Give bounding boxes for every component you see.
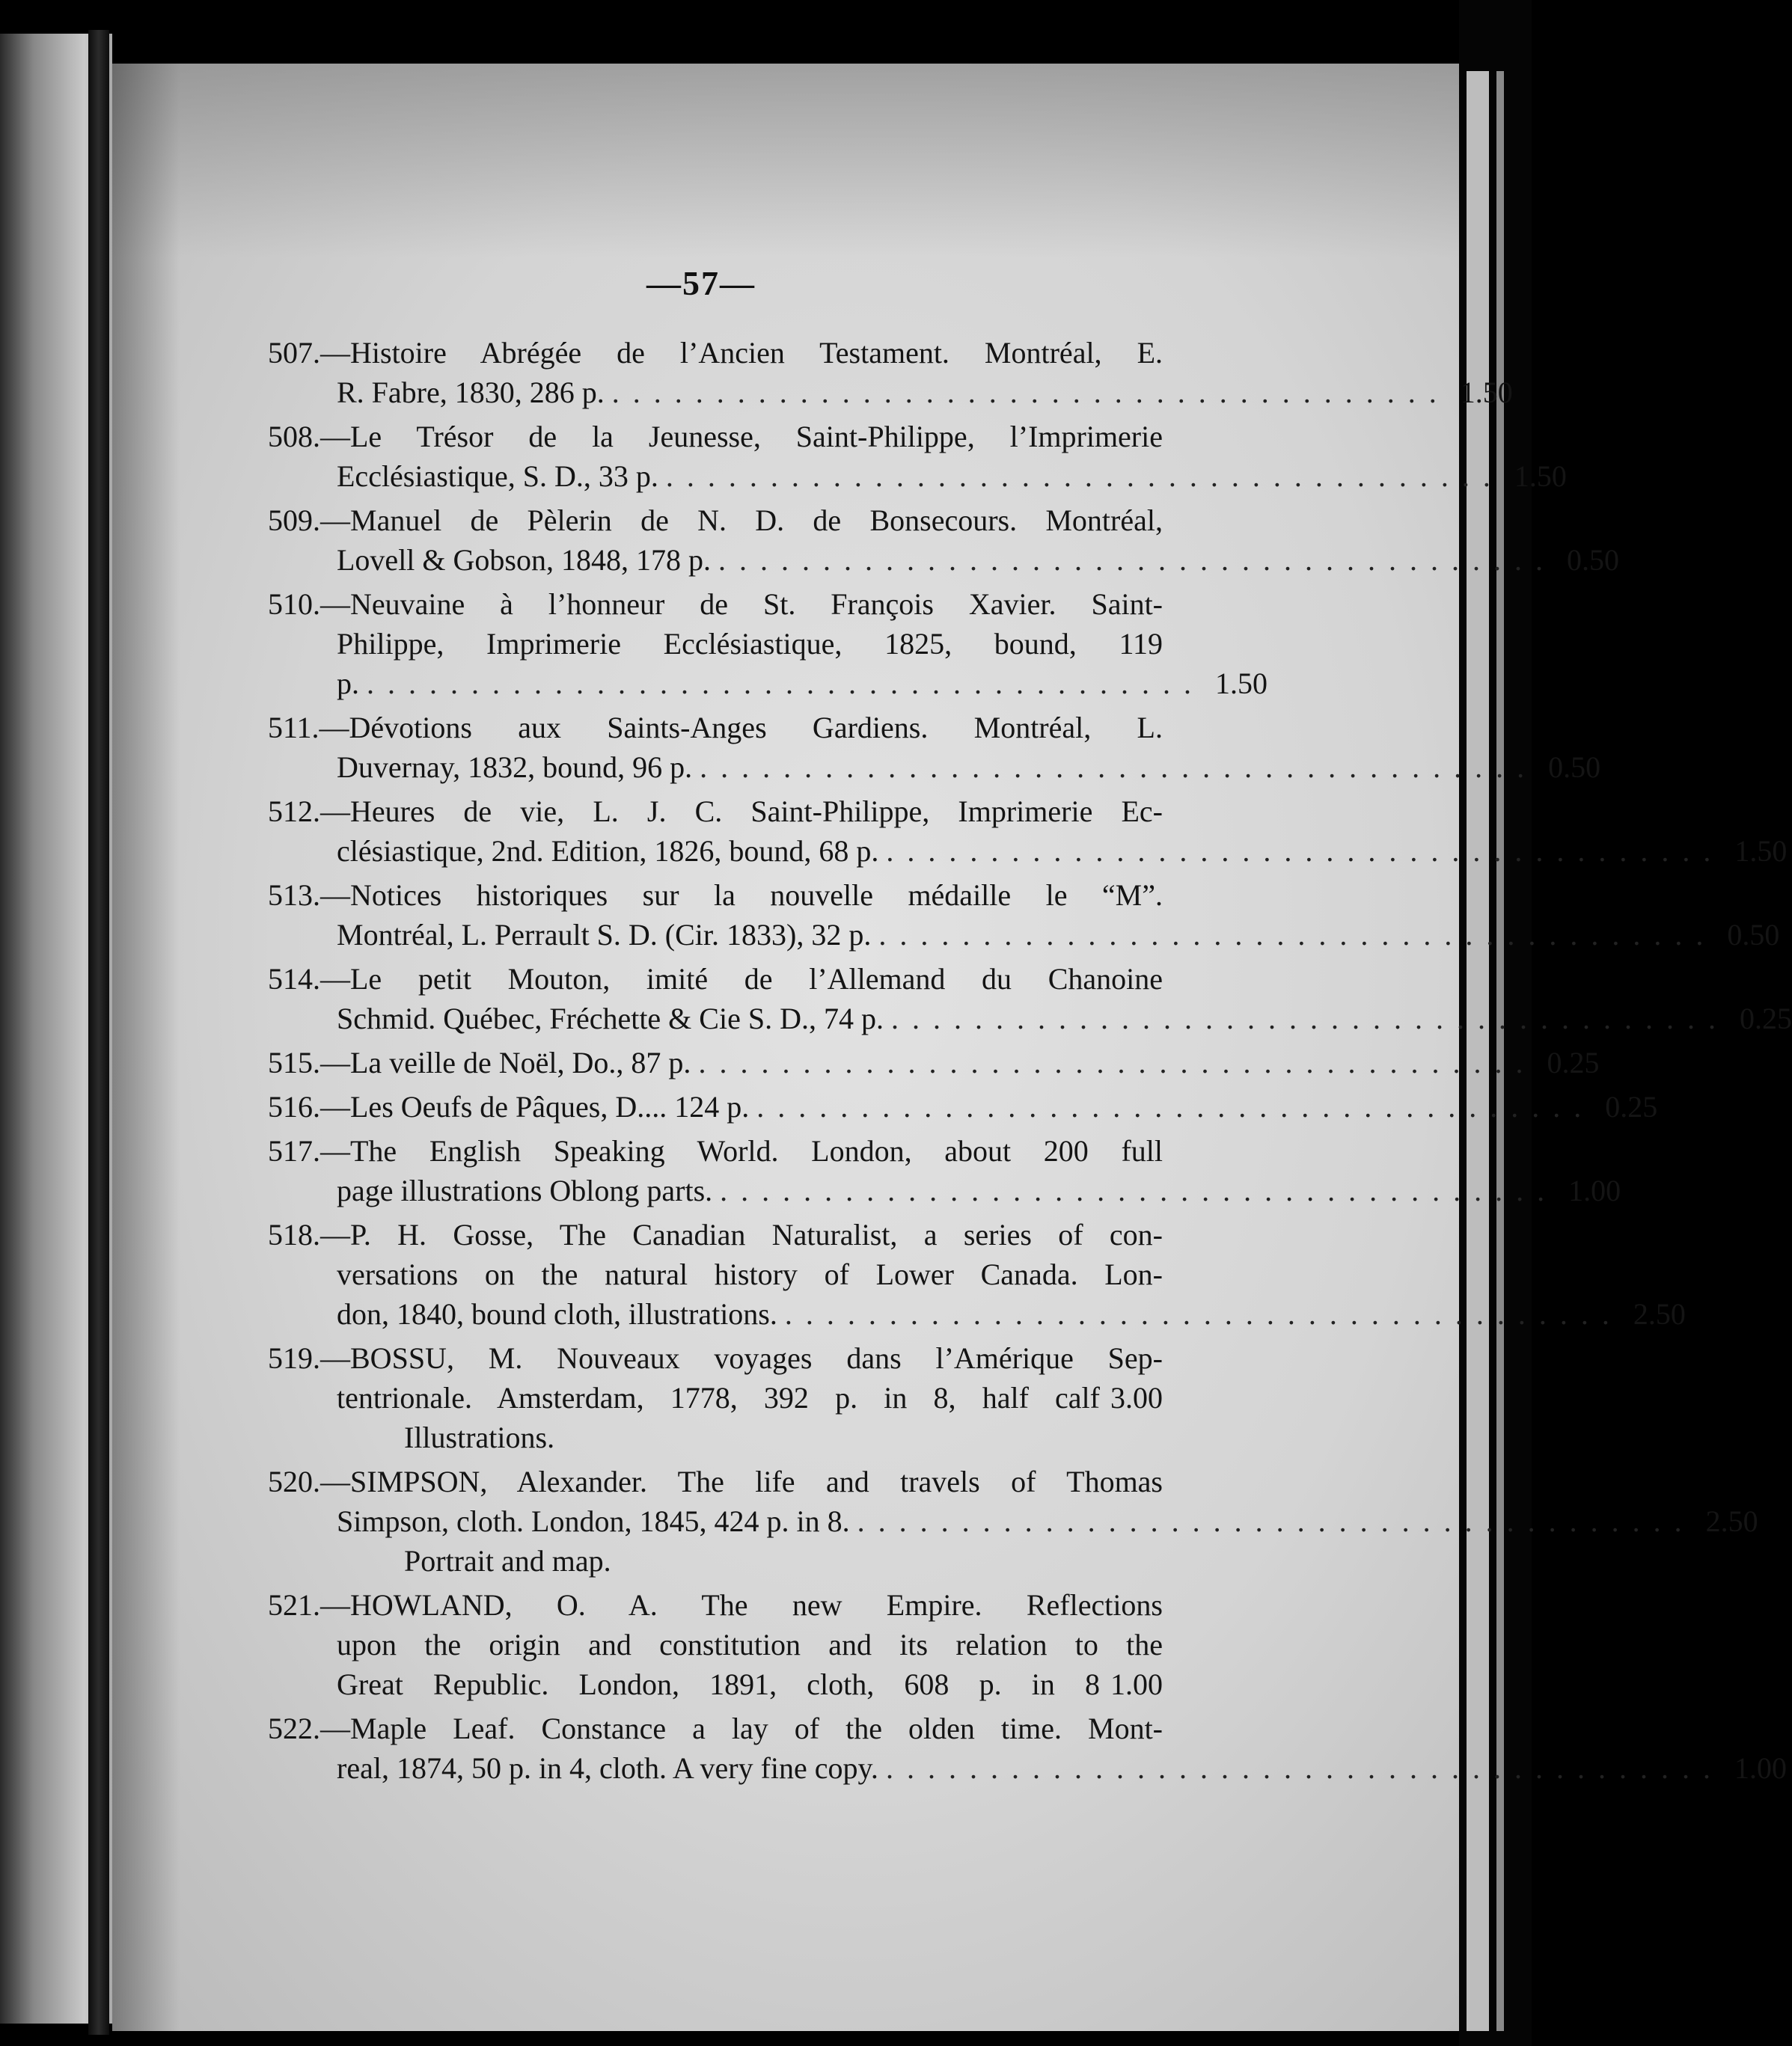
catalogue-entry-517 — [268, 1131, 1621, 1210]
book-gutter — [88, 30, 109, 2035]
catalogue-entry-508 — [268, 417, 1567, 496]
entry-line — [268, 584, 1163, 624]
entry-text: Ecclésiastique, S. D., 33 p. — [337, 459, 658, 493]
entry-price: 0.25 — [1739, 1002, 1792, 1035]
catalogue-entry-509 — [268, 500, 1619, 580]
entry-line — [268, 373, 1513, 412]
entry-text: Portrait and map. — [404, 1544, 611, 1578]
entry-text: Great Republic. London, 1891, cloth, 608 p. in 8 — [337, 1667, 1100, 1701]
entry-text: 518.—P. H. Gosse, The Canadian Naturalist, a series of con- — [268, 1218, 1163, 1252]
entry-price: 0.50 — [1548, 750, 1601, 784]
entry-line — [268, 417, 1163, 456]
leader-dots: ........................................ — [878, 918, 1717, 952]
leader-dots: ........................................ — [784, 1297, 1623, 1331]
entry-text: 520.—SIMPSON, Alexander. The life and travels of Thomas — [268, 1465, 1163, 1498]
catalogue-entry-512 — [268, 791, 1788, 871]
entry-line — [268, 1585, 1163, 1625]
entry-text: 522.—Maple Leaf. Constance a lay of the olden time. Mont- — [268, 1712, 1163, 1745]
entry-line — [268, 333, 1163, 373]
entry-text: 521.—HOWLAND, O. A. The new Empire. Reflections — [268, 1588, 1163, 1622]
entry-text: R. Fabre, 1830, 286 p. — [337, 376, 605, 409]
entry-price: 2.50 — [1705, 1504, 1758, 1538]
entry-text: Lovell & Gobson, 1848, 178 p. — [337, 543, 711, 577]
entry-text: Duvernay, 1832, bound, 96 p. — [337, 750, 693, 784]
catalogue-entry-511 — [268, 708, 1601, 787]
leader-dots: ........................................ — [756, 1090, 1595, 1124]
entry-line — [268, 1625, 1163, 1664]
entry-text: 519.—BOSSU, M. Nouveaux voyages dans l’Amérique Sep- — [268, 1341, 1163, 1375]
entry-price: 2.50 — [1633, 1297, 1686, 1331]
entry-text: tentrionale. Amsterdam, 1778, 392 p. in 8, half calf — [337, 1381, 1100, 1415]
leader-dots: ........................................ — [886, 834, 1725, 868]
entry-line — [268, 540, 1619, 580]
entry-price: 1.00 — [1568, 1174, 1621, 1207]
catalogue-entry-513 — [268, 875, 1780, 955]
entry-text: page illustrations Oblong parts. — [337, 1174, 713, 1207]
entry-price: 0.25 — [1547, 1046, 1600, 1079]
entry-text: 515.—La veille de Noël, Do., 87 p. — [268, 1046, 691, 1079]
entry-price: 0.25 — [1605, 1090, 1658, 1124]
entry-line — [268, 1294, 1686, 1334]
entry-line — [268, 1087, 1658, 1127]
entry-text: Philippe, Imprimerie Ecclésiastique, 1825, bound, 119 — [337, 627, 1163, 661]
leader-dots: ........................................ — [720, 1174, 1559, 1207]
entry-price: 1.00 — [1110, 1667, 1163, 1701]
entry-price: 1.50 — [1514, 459, 1567, 493]
entry-line — [268, 1501, 1758, 1541]
entry-price: 3.00 — [1110, 1381, 1163, 1415]
entry-text: p. — [337, 667, 359, 700]
entry-line — [268, 1541, 1163, 1581]
leader-dots: ........................................ — [857, 1504, 1695, 1538]
entry-line — [268, 791, 1163, 831]
entry-text: Simpson, cloth. London, 1845, 424 p. in 8. — [337, 1504, 850, 1538]
leader-dots: ........................................ — [890, 1002, 1729, 1035]
catalogue-entry-519 — [268, 1338, 1163, 1457]
entry-text: don, 1840, bound cloth, illustrations. — [337, 1297, 777, 1331]
entry-price: 1.50 — [1734, 834, 1788, 868]
leader-dots: ........................................ — [718, 543, 1556, 577]
entry-text: 510.—Neuvaine à l’honneur de St. François Xavier. Saint- — [268, 587, 1163, 621]
entry-text: Illustrations. — [404, 1421, 555, 1454]
entry-line — [268, 1131, 1163, 1171]
entry-line — [268, 664, 1267, 703]
entry-text: Montréal, L. Perrault S. D. (Cir. 1833), 32 p. — [337, 918, 872, 952]
entry-price: 1.50 — [1215, 667, 1267, 700]
entry-line — [268, 1378, 1163, 1418]
leader-dots: ........................................ — [611, 376, 1450, 409]
leader-dots: ........................................ — [700, 750, 1538, 784]
leader-dots: ........................................ — [665, 459, 1504, 493]
entry-line — [268, 1043, 1600, 1082]
leader-dots: ........................................ — [698, 1046, 1537, 1079]
entry-line — [268, 1338, 1163, 1378]
catalogue-entry-521 — [268, 1585, 1163, 1704]
entry-text: 512.—Heures de vie, L. J. C. Saint-Philippe, Imprimerie Ec- — [268, 794, 1163, 828]
catalogue-entry-522 — [268, 1709, 1787, 1788]
entry-line — [268, 500, 1163, 540]
entry-text: 511.—Dévotions aux Saints-Anges Gardiens. Montréal, L. — [268, 711, 1163, 744]
entry-text: 507.—Histoire Abrégée de l’Ancien Testament. Montréal, E. — [268, 336, 1163, 370]
entry-line — [268, 1748, 1787, 1788]
leader-dots: ........................................ — [885, 1751, 1724, 1785]
entry-text: Schmid. Québec, Fréchette & Cie S. D., 74 p. — [337, 1002, 884, 1035]
entry-line — [268, 1171, 1621, 1210]
entry-line — [268, 831, 1788, 871]
entry-line — [268, 1215, 1163, 1255]
leader-dots: ........................................ — [367, 667, 1205, 700]
entry-line — [268, 456, 1567, 496]
entry-text: 509.—Manuel de Pèlerin de N. D. de Bonsecours. Montréal, — [268, 503, 1163, 537]
catalogue-entry-515 — [268, 1043, 1600, 1082]
entry-line — [268, 875, 1163, 915]
catalogue-entry-518 — [268, 1215, 1686, 1334]
entry-price: 1.50 — [1460, 376, 1513, 409]
page-shadow-left — [112, 64, 180, 2031]
entry-text: upon the origin and constitution and its relation to the — [337, 1628, 1163, 1661]
entry-text: 517.—The English Speaking World. London, about 200 full — [268, 1134, 1163, 1168]
entry-line — [268, 1664, 1163, 1704]
catalogue-entries — [268, 333, 1792, 1788]
entry-text: 508.—Le Trésor de la Jeunesse, Saint-Philippe, l’Imprimerie — [268, 420, 1163, 453]
entry-line — [268, 1709, 1163, 1748]
entry-price: 0.50 — [1727, 918, 1780, 952]
entry-price: 1.00 — [1734, 1751, 1787, 1785]
entry-line — [268, 915, 1780, 955]
entry-line — [268, 747, 1601, 787]
entry-line — [268, 1255, 1163, 1294]
entry-line — [268, 708, 1163, 747]
catalogue-entry-507 — [268, 333, 1513, 412]
entry-text: clésiastique, 2nd. Edition, 1826, bound, 68 p. — [337, 834, 879, 868]
entry-text: 513.—Notices historiques sur la nouvelle médaille le “M”. — [268, 878, 1163, 912]
catalogue-entry-520 — [268, 1462, 1758, 1581]
page-shadow-top — [112, 64, 1459, 258]
entry-text: 516.—Les Oeufs de Pâques, D.... 124 p. — [268, 1090, 750, 1124]
page-number: —57— — [646, 264, 756, 302]
entry-line — [268, 624, 1163, 664]
entry-price: 0.50 — [1566, 543, 1619, 577]
entry-line — [268, 959, 1163, 999]
entry-line — [268, 1462, 1163, 1501]
entry-text: versations on the natural history of Lower Canada. Lon- — [337, 1258, 1163, 1291]
entry-line — [268, 1418, 1163, 1457]
catalogue-entry-514 — [268, 959, 1792, 1038]
catalogue-entry-510 — [268, 584, 1267, 703]
entry-text: 514.—Le petit Mouton, imité de l’Allemand du Chanoine — [268, 962, 1163, 996]
entry-text: real, 1874, 50 p. in 4, cloth. A very fine copy. — [337, 1751, 878, 1785]
catalogue-entry-516 — [268, 1087, 1658, 1127]
entry-line — [268, 999, 1792, 1038]
